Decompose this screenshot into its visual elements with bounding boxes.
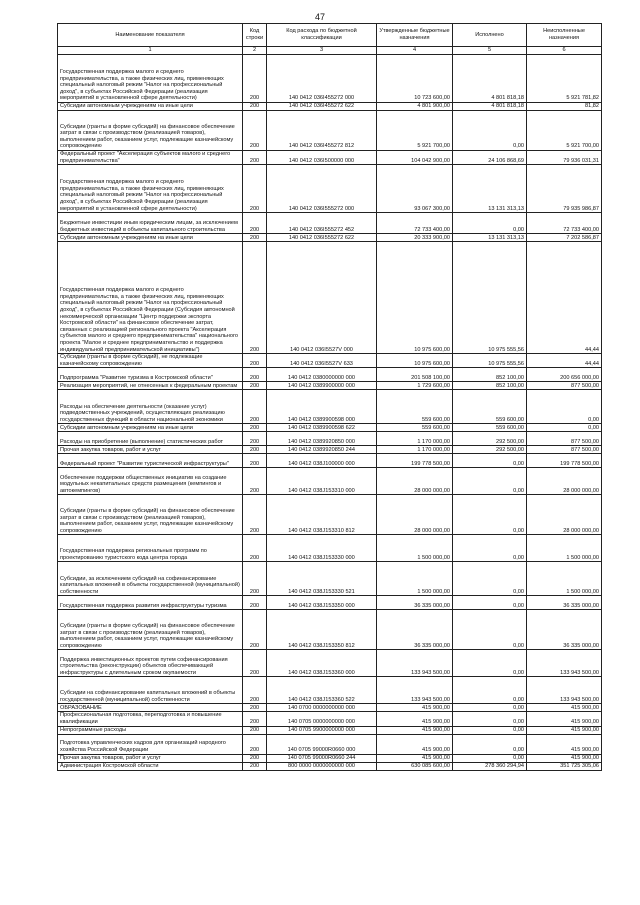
row-line-code: 200	[243, 390, 267, 424]
row-budget-code: 140 0705 99000R0660 244	[267, 754, 377, 762]
row-approved: 630 085 600,00	[377, 762, 453, 770]
table-header-row	[58, 24, 602, 47]
row-executed: 0,00	[453, 754, 527, 762]
row-executed: 13 131 313,13	[453, 234, 527, 242]
row-line-code: 200	[243, 424, 267, 432]
row-approved: 1 500 000,00	[377, 535, 453, 562]
row-name: Федеральный проект "Развитие туристической инфраструктуры"	[58, 454, 243, 468]
row-name: Подготовка управленческих кадров для организаций народного хозяйства Российской Федерации	[58, 734, 243, 754]
row-remaining: 877 500,00	[527, 432, 602, 446]
row-line-code: 200	[243, 165, 267, 213]
table-row	[58, 151, 602, 165]
row-name: Государственная поддержка региональных программ по проектированию туристского кода центра города	[58, 535, 243, 562]
row-approved: 415 900,00	[377, 726, 453, 734]
row-line-code: 200	[243, 213, 267, 234]
row-executed: 292 500,00	[453, 446, 527, 454]
row-remaining: 199 778 500,00	[527, 454, 602, 468]
table-row	[58, 446, 602, 454]
row-remaining: 1 500 000,00	[527, 535, 602, 562]
row-name: Поддержка инвестиционных проектов путем софинансирования строительства (реконструкции) объектов обеспечивающей инфраструктуры с длительным сроком окупаемости	[58, 650, 243, 677]
row-name: Прочая закупка товаров, работ и услуг	[58, 446, 243, 454]
row-budget-code: 140 0412 038J153330 000	[267, 535, 377, 562]
row-executed: 0,00	[453, 468, 527, 495]
row-remaining: 7 202 586,87	[527, 234, 602, 242]
row-budget-code: 140 0412 0389900598 000	[267, 390, 377, 424]
row-executed: 0,00	[453, 712, 527, 726]
row-budget-code: 140 0412 0389920850 000	[267, 432, 377, 446]
row-name: Расходы на приобретение (выполнение) статистических работ	[58, 432, 243, 446]
row-name: Профессиональная подготовка, переподготовка и повышение квалификации	[58, 712, 243, 726]
row-executed: 0,00	[453, 111, 527, 151]
row-line-code: 200	[243, 382, 267, 390]
row-line-code: 200	[243, 242, 267, 354]
row-executed: 852 100,00	[453, 368, 527, 382]
row-line-code: 200	[243, 495, 267, 535]
table-row	[58, 596, 602, 610]
row-approved: 133 943 500,00	[377, 677, 453, 704]
row-name: Субсидии автономным учреждениям на иные цели	[58, 234, 243, 242]
column-header-line-code: Код строки	[243, 24, 267, 47]
row-line-code: 200	[243, 368, 267, 382]
column-header-name: Наименование показателя	[58, 24, 243, 47]
row-executed: 0,00	[453, 562, 527, 596]
row-remaining: 5 921 781,82	[527, 55, 602, 103]
row-line-code: 200	[243, 562, 267, 596]
row-approved: 559 600,00	[377, 390, 453, 424]
row-remaining: 79 936 031,31	[527, 151, 602, 165]
row-executed: 0,00	[453, 734, 527, 754]
row-name: Государственная поддержка малого и среднего предпринимательства, а также физических лиц, применяющих специальный налоговый режим "Налог на профессиональный доход", в субъектах Российской Федерации (реализация мероприятий в установленной сфере деятельности)	[58, 165, 243, 213]
budget-execution-table	[57, 23, 602, 771]
row-budget-code: 140 0412 038J153350 812	[267, 610, 377, 650]
row-name: Реализация мероприятий, не отнесенных к федеральным проектам	[58, 382, 243, 390]
row-approved: 10 975 600,00	[377, 354, 453, 368]
row-line-code: 200	[243, 610, 267, 650]
row-budget-code: 140 0412 038J153350 000	[267, 596, 377, 610]
row-remaining: 415 900,00	[527, 734, 602, 754]
row-line-code: 200	[243, 111, 267, 151]
row-line-code: 200	[243, 762, 267, 770]
row-approved: 415 900,00	[377, 754, 453, 762]
row-approved: 415 900,00	[377, 712, 453, 726]
row-line-code: 200	[243, 677, 267, 704]
row-budget-code: 140 0412 0389920850 244	[267, 446, 377, 454]
row-budget-code: 140 0412 036I555272 000	[267, 165, 377, 213]
row-name: Государственная поддержка малого и среднего предпринимательства, а также физических лиц, применяющих специальный налоговый режим "Налог на профессиональный доход", в субъектах Российской Федерации (реализация мероприятий в установленной сфере деятельности)	[58, 55, 243, 103]
row-remaining: 877 500,00	[527, 446, 602, 454]
row-name: Субсидии (гранты в форме субсидий) на финансовое обеспечение затрат в связи с производством (реализацией товаров), выполнением работ, оказанием услуг, подлежащие казначейскому сопровождению	[58, 111, 243, 151]
table-row	[58, 165, 602, 213]
row-executed: 10 975 555,56	[453, 354, 527, 368]
row-line-code: 200	[243, 432, 267, 446]
row-name: Субсидии автономным учреждениям на иные цели	[58, 424, 243, 432]
table-row	[58, 454, 602, 468]
row-approved: 28 000 000,00	[377, 468, 453, 495]
row-name: Непрограммные расходы	[58, 726, 243, 734]
row-approved: 559 600,00	[377, 424, 453, 432]
row-remaining: 877 500,00	[527, 382, 602, 390]
row-remaining: 200 656 000,00	[527, 368, 602, 382]
table-row	[58, 677, 602, 704]
table-row	[58, 234, 602, 242]
row-budget-code: 140 0412 036I455272 000	[267, 55, 377, 103]
row-line-code: 200	[243, 704, 267, 712]
row-name: Обеспечение поддержки общественных инициатив на создание модульных некапитальных средств размещения (кемпингов и автокемпингов)	[58, 468, 243, 495]
table-row	[58, 111, 602, 151]
column-number: 6	[527, 47, 602, 55]
row-approved: 133 943 500,00	[377, 650, 453, 677]
row-budget-code: 140 0412 038J153310 000	[267, 468, 377, 495]
row-remaining: 28 000 000,00	[527, 495, 602, 535]
table-row	[58, 734, 602, 754]
row-remaining: 0,00	[527, 424, 602, 432]
row-approved: 93 067 300,00	[377, 165, 453, 213]
table-row	[58, 535, 602, 562]
row-executed: 559 600,00	[453, 424, 527, 432]
row-remaining: 79 935 986,87	[527, 165, 602, 213]
row-approved: 10 723 600,00	[377, 55, 453, 103]
row-remaining: 133 943 500,00	[527, 677, 602, 704]
row-line-code: 200	[243, 55, 267, 103]
row-executed: 0,00	[453, 535, 527, 562]
table-row	[58, 562, 602, 596]
row-line-code: 200	[243, 734, 267, 754]
row-remaining: 28 000 000,00	[527, 468, 602, 495]
row-name: Расходы на обеспечение деятельности (оказание услуг) подведомственных учреждений, осуществляющих реализацию государственных функций в области национальной экономики	[58, 390, 243, 424]
row-budget-code: 140 0700 0000000000 000	[267, 704, 377, 712]
column-number-row	[58, 47, 602, 55]
column-header-approved: Утвержденные бюджетные назначения	[377, 24, 453, 47]
row-approved: 1 729 600,00	[377, 382, 453, 390]
column-header-executed: Исполнено	[453, 24, 527, 47]
row-executed: 0,00	[453, 610, 527, 650]
table-row	[58, 103, 602, 111]
column-number: 3	[267, 47, 377, 55]
table-row	[58, 432, 602, 446]
table-row	[58, 495, 602, 535]
row-approved: 1 500 000,00	[377, 562, 453, 596]
row-approved: 10 975 600,00	[377, 242, 453, 354]
row-executed: 24 106 868,69	[453, 151, 527, 165]
row-executed: 13 131 313,13	[453, 165, 527, 213]
column-number: 5	[453, 47, 527, 55]
row-line-code: 200	[243, 596, 267, 610]
row-budget-code: 140 0705 9900000000 000	[267, 726, 377, 734]
table-body	[58, 55, 602, 771]
table-row	[58, 712, 602, 726]
row-name: Подпрограмма "Развитие туризма в Костромской области"	[58, 368, 243, 382]
row-approved: 201 508 100,00	[377, 368, 453, 382]
table-row	[58, 424, 602, 432]
row-approved: 415 900,00	[377, 734, 453, 754]
row-executed: 559 600,00	[453, 390, 527, 424]
row-remaining: 72 733 400,00	[527, 213, 602, 234]
row-executed: 278 360 294,94	[453, 762, 527, 770]
row-executed: 292 500,00	[453, 432, 527, 446]
table-row	[58, 762, 602, 770]
row-line-code: 200	[243, 754, 267, 762]
row-budget-code: 140 0412 038J100000 000	[267, 454, 377, 468]
row-executed: 10 975 555,56	[453, 242, 527, 354]
table-row	[58, 650, 602, 677]
row-line-code: 200	[243, 354, 267, 368]
row-remaining: 415 900,00	[527, 712, 602, 726]
row-line-code: 200	[243, 726, 267, 734]
row-approved: 28 000 000,00	[377, 495, 453, 535]
row-budget-code: 140 0705 0000000000 000	[267, 712, 377, 726]
row-remaining: 81,82	[527, 103, 602, 111]
row-approved: 5 921 700,00	[377, 111, 453, 151]
table-row	[58, 382, 602, 390]
row-approved: 20 333 900,00	[377, 234, 453, 242]
table-row	[58, 704, 602, 712]
row-name: Субсидии (гранты в форме субсидий) на финансовое обеспечение затрат в связи с производством (реализацией товаров), выполнением работ, оказанием услуг, подлежащие казначейскому сопровождению	[58, 495, 243, 535]
row-budget-code: 140 0412 036I555272 622	[267, 234, 377, 242]
table-row	[58, 368, 602, 382]
row-approved: 36 335 000,00	[377, 596, 453, 610]
row-budget-code: 140 0412 038J153310 812	[267, 495, 377, 535]
row-budget-code: 140 0412 038J153360 522	[267, 677, 377, 704]
row-remaining: 0,00	[527, 390, 602, 424]
row-name: Государственная поддержка малого и среднего предпринимательства, а также физических лиц, применяющих специальный налоговый режим "Налог на профессиональный доход", в субъектах Российской Федерации (Субсидия автономной некоммерческой организации "Центр поддержки экспорта Костромской области" на финансовое обеспечение затрат, связанных с реализацией регионального проекта "Акселерация субъектов малого и среднего предпринимательства" национального проекта "Малое и среднее предпринимательство и поддержка индивидуальной предпринимательской инициативы")	[58, 242, 243, 354]
row-line-code: 200	[243, 234, 267, 242]
row-approved: 1 170 000,00	[377, 446, 453, 454]
row-budget-code: 800 0000 0000000000 000	[267, 762, 377, 770]
column-number: 2	[243, 47, 267, 55]
row-line-code: 200	[243, 446, 267, 454]
row-budget-code: 140 0412 0380000000 000	[267, 368, 377, 382]
table-row	[58, 55, 602, 103]
row-remaining: 415 900,00	[527, 754, 602, 762]
row-executed: 0,00	[453, 677, 527, 704]
row-approved: 415 900,00	[377, 704, 453, 712]
row-executed: 0,00	[453, 650, 527, 677]
row-name: Администрация Костромской области	[58, 762, 243, 770]
table-row	[58, 754, 602, 762]
row-name: ОБРАЗОВАНИЕ	[58, 704, 243, 712]
row-approved: 72 733 400,00	[377, 213, 453, 234]
table-row	[58, 610, 602, 650]
row-remaining: 415 900,00	[527, 704, 602, 712]
row-name: Субсидии (гранты в форме субсидий) на финансовое обеспечение затрат в связи с производством (реализацией товаров), выполнением работ, оказанием услуг, подлежащие казначейскому сопровождению	[58, 610, 243, 650]
row-remaining: 133 943 500,00	[527, 650, 602, 677]
row-budget-code: 140 0412 036I555272 452	[267, 213, 377, 234]
row-line-code: 200	[243, 468, 267, 495]
row-executed: 4 801 818,18	[453, 103, 527, 111]
row-approved: 4 801 900,00	[377, 103, 453, 111]
row-remaining: 44,44	[527, 354, 602, 368]
row-name: Прочая закупка товаров, работ и услуг	[58, 754, 243, 762]
row-remaining: 5 921 700,00	[527, 111, 602, 151]
row-executed: 4 801 818,18	[453, 55, 527, 103]
row-name: Субсидии, за исключением субсидий на софинансирование капитальных вложений в объекты государственной (муниципальной) собственности	[58, 562, 243, 596]
row-remaining: 36 335 000,00	[527, 610, 602, 650]
row-executed: 0,00	[453, 213, 527, 234]
row-name: Федеральный проект "Акселерация субъектов малого и среднего предпринимательства"	[58, 151, 243, 165]
column-header-budget-code: Код расхода по бюджетной классификации	[267, 24, 377, 47]
row-executed: 0,00	[453, 726, 527, 734]
row-executed: 0,00	[453, 495, 527, 535]
column-number: 4	[377, 47, 453, 55]
row-line-code: 200	[243, 712, 267, 726]
table-row	[58, 242, 602, 354]
row-line-code: 200	[243, 151, 267, 165]
row-remaining: 36 335 000,00	[527, 596, 602, 610]
row-executed: 0,00	[453, 596, 527, 610]
row-remaining: 44,44	[527, 242, 602, 354]
row-name: Субсидии (гранты в форме субсидий), не подлежащие казначейскому сопровождению	[58, 354, 243, 368]
row-approved: 199 778 500,00	[377, 454, 453, 468]
row-line-code: 200	[243, 535, 267, 562]
row-line-code: 200	[243, 103, 267, 111]
table-row	[58, 468, 602, 495]
table-row	[58, 726, 602, 734]
row-budget-code: 140 0412 036I5527V 000	[267, 242, 377, 354]
row-approved: 36 335 000,00	[377, 610, 453, 650]
row-name: Бюджетные инвестиции иным юридическим лицам, за исключением бюджетных инвестиций в объекты капитального строительства	[58, 213, 243, 234]
row-budget-code: 140 0412 038J153330 521	[267, 562, 377, 596]
table-row	[58, 390, 602, 424]
row-budget-code: 140 0412 038J153360 000	[267, 650, 377, 677]
table-row	[58, 354, 602, 368]
row-remaining: 351 725 305,06	[527, 762, 602, 770]
row-budget-code: 140 0412 036I455272 812	[267, 111, 377, 151]
row-name: Государственная поддержка развития инфраструктуры туризма	[58, 596, 243, 610]
row-remaining: 415 900,00	[527, 726, 602, 734]
row-budget-code: 140 0412 036I455272 622	[267, 103, 377, 111]
row-name: Субсидии на софинансирование капитальных вложений в объекты государственной (муниципальной) собственности	[58, 677, 243, 704]
row-remaining: 1 500 000,00	[527, 562, 602, 596]
row-budget-code: 140 0412 036I5527V 633	[267, 354, 377, 368]
row-line-code: 200	[243, 454, 267, 468]
page-number: 47	[314, 12, 325, 22]
row-budget-code: 140 0412 036I500000 000	[267, 151, 377, 165]
row-approved: 1 170 000,00	[377, 432, 453, 446]
row-executed: 852 100,00	[453, 382, 527, 390]
row-line-code: 200	[243, 650, 267, 677]
row-approved: 104 042 900,00	[377, 151, 453, 165]
row-budget-code: 140 0412 0389900598 622	[267, 424, 377, 432]
row-budget-code: 140 0412 0389900000 000	[267, 382, 377, 390]
row-budget-code: 140 0705 99000R0660 000	[267, 734, 377, 754]
row-executed: 0,00	[453, 704, 527, 712]
column-header-remaining: Неисполненные назначения	[527, 24, 602, 47]
row-executed: 0,00	[453, 454, 527, 468]
column-number: 1	[58, 47, 243, 55]
table-row	[58, 213, 602, 234]
row-name: Субсидии автономным учреждениям на иные цели	[58, 103, 243, 111]
